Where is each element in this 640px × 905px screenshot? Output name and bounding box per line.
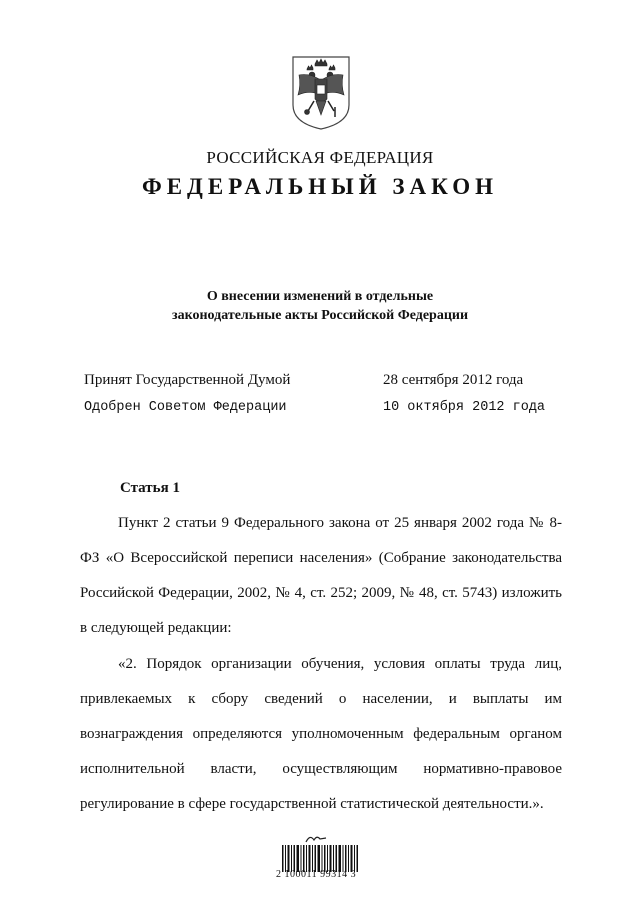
coat-of-arms-icon	[289, 55, 353, 131]
council-approval-date: 10 октября 2012 года	[383, 400, 546, 415]
duma-adoption-label: Принят Государственной Думой	[84, 372, 291, 388]
barcode-icon	[282, 845, 358, 872]
council-approval-label: Одобрен Советом Федерации	[84, 400, 287, 415]
article-heading: Статья 1	[120, 480, 180, 496]
initials-mark-icon	[305, 832, 327, 844]
barcode-number: 2 100011 99314 3	[276, 869, 357, 880]
article-paragraph-1: Пункт 2 статьи 9 Федерального закона от 25 января 2002 года № 8-ФЗ «О Всероссийской переписи населения» (Собрание законодательства Российской Федерации, 2002, № 4, ст. 252; 2009, № 48, ст. 5743) изложить в следующей редакции:	[80, 515, 562, 636]
country-name: РОССИЙСКАЯ ФЕДЕРАЦИЯ	[206, 148, 434, 167]
article-paragraph-2: «2. Порядок организации обучения, условия оплаты труда лиц, привлекаемых к сбору сведений о населении, и выплаты им вознаграждения определяются уполномоченным федеральным органом исполнительной власти, осуществляющим нормативно-правовое регулирование в сфере государственной статистической деятельности.».	[80, 656, 562, 812]
document-type-title: ФЕДЕРАЛЬНЫЙ ЗАКОН	[141, 174, 499, 199]
law-subject-line-1: О внесении изменений в отдельные	[206, 289, 434, 304]
law-subject-line-2: законодательные акты Российской Федерации	[171, 308, 469, 323]
duma-adoption-date: 28 сентября 2012 года	[383, 372, 524, 388]
law-subject	[0, 287, 640, 325]
